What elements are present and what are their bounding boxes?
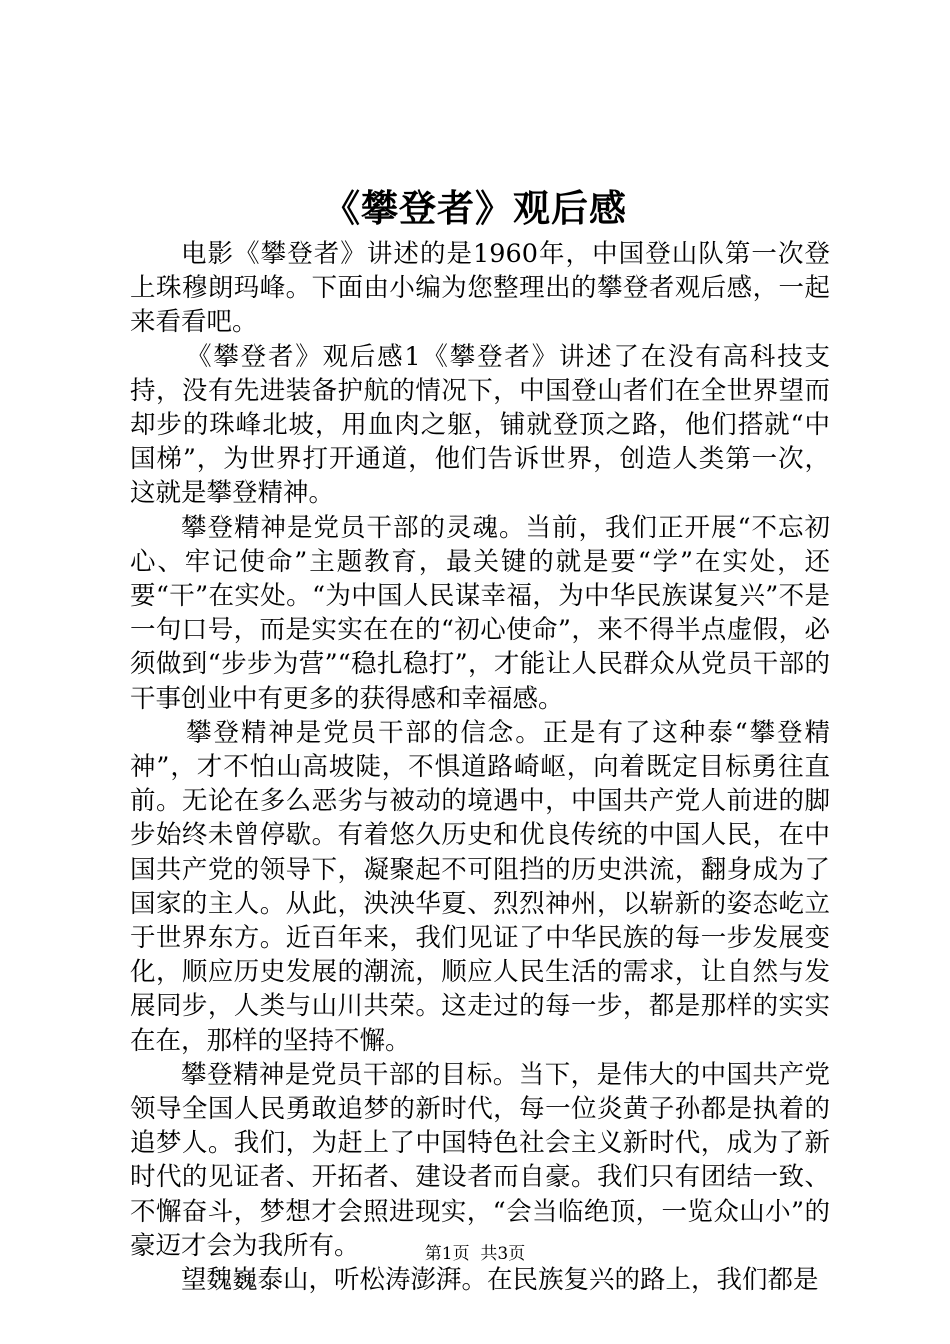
body-paragraph: 电影《攀登者》讲述的是1960年，中国登山队第一次登上珠穆朗玛峰。下面由小编为您整理出的攀登者观后感，一起来看看吧。 — [130, 239, 830, 338]
body-paragraph: 望魏巍泰山，听松涛澎湃。在民族复兴的路上，我们都是 — [181, 1265, 819, 1296]
body-paragraph: 攀登精神是党员干部的目标。当下，是伟大的中国共产党领导全国人民勇敢追梦的新时代，每一位炎黄子孙都是执着的追梦人。我们，为赶上了中国特色社会主义新时代，成为了新时代的见证者、开拓者、建设者而自豪。我们只有团结一致、不懈奋斗，梦想才会照进现实，“会当临绝顶，一览众山小”的豪迈才会为我所有。 — [130, 1059, 830, 1261]
page-footer: 第1页 共3页 — [424, 1244, 526, 1264]
body-paragraph: 攀登精神是党员干部的信念。正是有了这种泰“攀登精神”，才不怕山高坡陡，不惧道路崎岖，向着既定目标勇往直前。无论在多么恶劣与被动的境遇中，中国共产党人前进的脚步始终未曾停歇。有着悠久历史和优良传统的中国人民，在中国共产党的领导下，凝聚起不可阻挡的历史洪流，翻身成为了国家的主人。从此，泱泱华夏、烈烈神州，以崭新的姿态屹立于世界东方。近百年来，我们见证了中华民族的每一步发展变化，顺应历史发展的潮流，顺应人民生活的需求，让自然与发展同步，人类与山川共荣。这走过的每一步，都是那样的实实在在，那样的坚持不懈。 — [130, 717, 830, 1056]
document-body — [130, 237, 830, 1297]
body-paragraph: 攀登精神是党员干部的灵魂。当前，我们正开展“不忘初心、牢记使命”主题教育，最关键的就是要“学”在实处，还要“干”在实处。“为中国人民谋幸福，为中华民族谋复兴”不是一句口号，而是实实在在的“初心使命”，来不得半点虚假，必须做到“步步为营”“稳扎稳打”，才能让人民群众从党员干部的干事创业中有更多的获得感和幸福感。 — [130, 512, 830, 714]
document-title: 《攀登者》观后感 — [323, 186, 627, 230]
body-paragraph: 《攀登者》观后感1《攀登者》讲述了在没有高科技支持，没有先进装备护航的情况下，中国登山者们在全世界望而却步的珠峰北坡，用血肉之躯，铺就登顶之路，他们搭就“中国梯”，为世界打开通道，他们告诉世界，创造人类第一次，这就是攀登精神。 — [130, 341, 830, 509]
